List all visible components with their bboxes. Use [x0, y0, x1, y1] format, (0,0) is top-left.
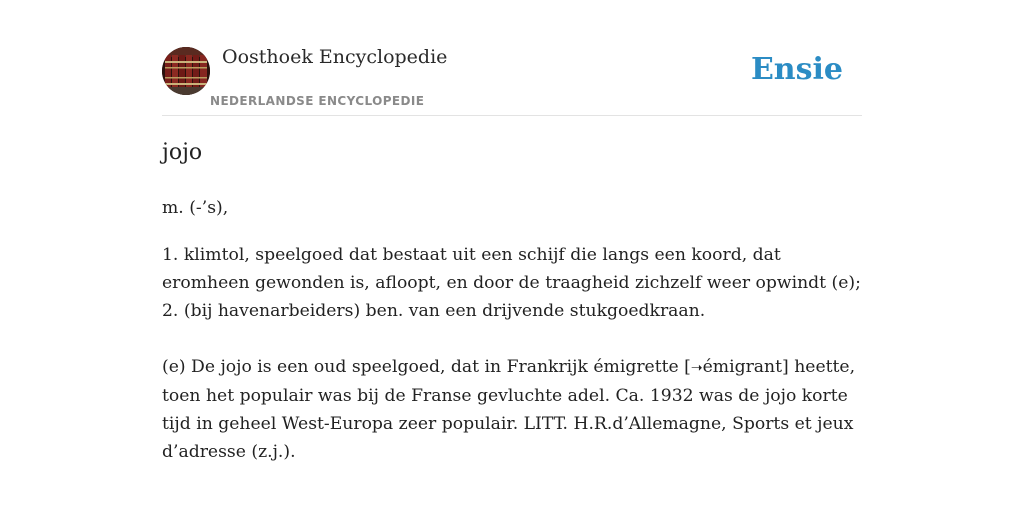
encyclopedia-books-icon[interactable] [162, 47, 210, 95]
page [162, 0, 862, 512]
definition-1: 1. klimtol, speelgoed dat bestaat uit een schijf die langs een koord, dat eromheen gewonden is, afloopt, en door de traagheid zichzelf weer opwindt (e); [162, 245, 861, 293]
note-text-end: émigrant] heette, toen het populair was bij de Franse gevluchte adel. Ca. 1932 was de jojo korte tijd in geheel West-Europa zeer populair. LITT. H.R.d’Allemagne, Sports et jeux d’adresse (z.j.). [162, 357, 856, 462]
note-text-start: (e) De jojo is een oud speelgoed, dat in Frankrijk émigrette [ [162, 357, 691, 377]
cross-reference-arrow-icon[interactable]: ➝ [690, 360, 703, 376]
brand-logo[interactable]: Ensie [750, 52, 843, 87]
definition-2: 2. (bij havenarbeiders) ben. van een drijvende stukgoedkraan. [162, 301, 706, 321]
entry-body [162, 194, 862, 466]
site-subtitle: NEDERLANDSE ENCYCLOPEDIE [210, 94, 425, 108]
entry-title: jojo [162, 140, 203, 165]
entry-grammar: m. (-’s), [162, 198, 229, 218]
entry-note [162, 353, 862, 466]
entry-definitions [162, 241, 862, 325]
site-header [162, 0, 862, 116]
site-title[interactable]: Oosthoek Encyclopedie [222, 46, 448, 68]
